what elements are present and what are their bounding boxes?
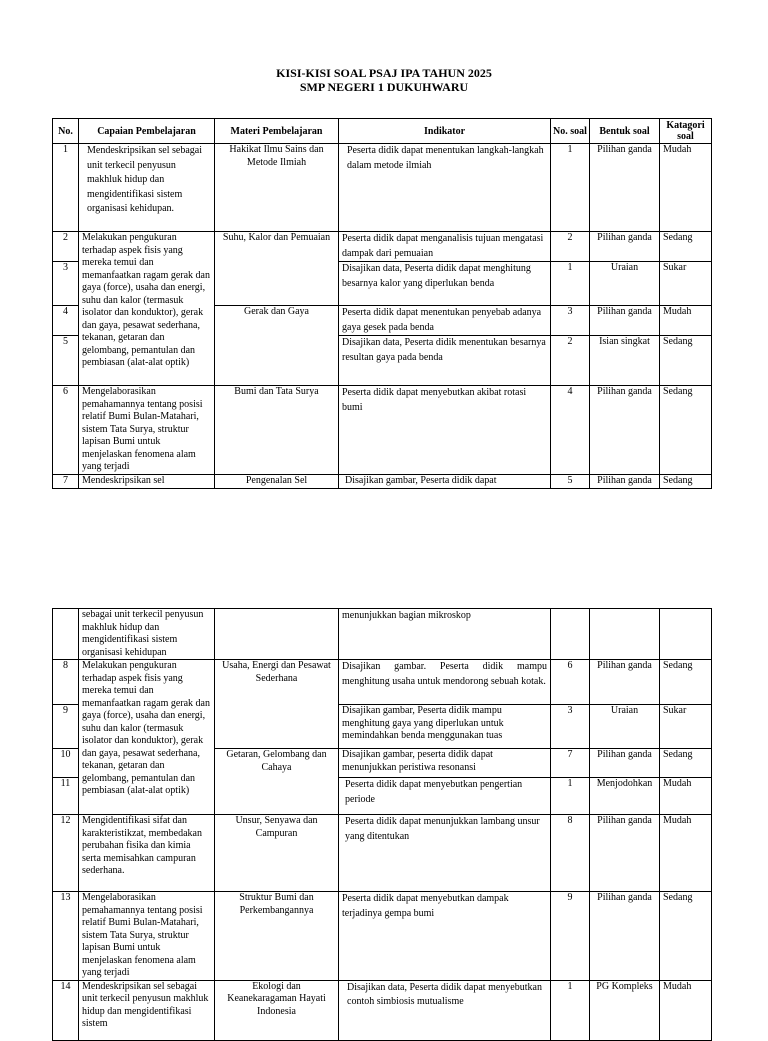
- table-header-row: [53, 119, 712, 144]
- materi-cell: Ekologi dan Keanekaragaman Hayati Indonesia: [215, 980, 339, 1040]
- kategori-cell: Sedang: [660, 386, 712, 475]
- table-row: [53, 980, 712, 1040]
- no-soal-cell: 5: [551, 475, 590, 489]
- school-name: SMP NEGERI 1 DUKUHWARU: [299, 80, 469, 94]
- indikator-cell: Peserta didik dapat menyebutkan akibat rotasi bumi: [339, 386, 551, 475]
- bentuk-cell: Uraian: [590, 262, 660, 306]
- indikator-cell: Peserta didik dapat menentukan langkah-langkah dalam metode ilmiah: [339, 144, 551, 232]
- materi-cell: Pengenalan Sel: [215, 475, 339, 489]
- materi-cell: Suhu, Kalor dan Pemuaian: [215, 232, 339, 306]
- capaian-cell: Mendeskripsikan sel: [79, 475, 215, 489]
- indikator-cell: Disajikan gambar. Peserta didik mampu menghitung usaha untuk mendorong sebuah kotak.: [339, 660, 551, 705]
- header-indikator: Indikator: [339, 119, 551, 144]
- materi-cell: Hakikat Ilmu Sains dan Metode Ilmiah: [215, 144, 339, 232]
- table-row: [53, 609, 712, 660]
- table-row: [53, 144, 712, 232]
- indikator-cell: Disajikan gambar, Peserta didik dapat: [339, 475, 551, 489]
- indikator-cell: menunjukkan bagian mikroskop: [339, 609, 551, 660]
- header-no-soal: No. soal: [551, 119, 590, 144]
- row-no: 9: [53, 705, 79, 749]
- row-no: 7: [53, 475, 79, 489]
- header-no: No.: [53, 119, 79, 144]
- kategori-cell: Sedang: [660, 336, 712, 386]
- materi-cell: Usaha, Energi dan Pesawat Sederhana: [215, 660, 339, 749]
- table-row: [53, 386, 712, 475]
- bentuk-cell: Pilihan ganda: [590, 660, 660, 705]
- kategori-cell: Mudah: [660, 815, 712, 892]
- no-soal-cell: 1: [551, 262, 590, 306]
- table-row: [53, 660, 712, 705]
- kategori-cell: Mudah: [660, 778, 712, 815]
- row-no: 6: [53, 386, 79, 475]
- capaian-cell: Mengelaborasikan pemahamannya tentang posisi relatif Bumi Bulan-Matahari, sistem Tata Surya, struktur lapisan Bumi untuk menjelaskan fenomena alam yang terjadi: [79, 386, 215, 475]
- row-no: 1: [53, 144, 79, 232]
- header-kategori: Katagori soal: [660, 119, 712, 144]
- kategori-cell: Mudah: [660, 144, 712, 232]
- row-no: 14: [53, 980, 79, 1040]
- no-soal-cell: 3: [551, 705, 590, 749]
- no-soal-cell: 8: [551, 815, 590, 892]
- kategori-cell: Sukar: [660, 705, 712, 749]
- table-row: [53, 475, 712, 489]
- no-soal-cell: 4: [551, 386, 590, 475]
- no-soal-cell: 7: [551, 749, 590, 778]
- bentuk-cell: Isian singkat: [590, 336, 660, 386]
- indikator-cell: Peserta didik dapat menganalisis tujuan mengatasi dampak dari pemuaian: [339, 232, 551, 262]
- no-soal-cell: 1: [551, 778, 590, 815]
- kategori-cell: Mudah: [660, 980, 712, 1040]
- indikator-cell: Disajikan gambar, Peserta didik mampu menghitung gaya yang diperlukan untuk memindahkan benda menggunakan tuas: [339, 705, 551, 749]
- no-soal-cell: 6: [551, 660, 590, 705]
- kategori-cell: Sukar: [660, 262, 712, 306]
- no-soal-cell: 3: [551, 306, 590, 336]
- header-capaian: Capaian Pembelajaran: [79, 119, 215, 144]
- bentuk-cell: Pilihan ganda: [590, 232, 660, 262]
- bentuk-cell: Pilihan ganda: [590, 749, 660, 778]
- capaian-cell: Mengidentifikasi sifat dan karakteristikzat, membedakan perubahan fisika dan kimia serta memisahkan campuran sederhana.: [79, 815, 215, 892]
- bentuk-cell: Pilihan ganda: [590, 815, 660, 892]
- materi-cell: Gerak dan Gaya: [215, 306, 339, 386]
- kisi-kisi-table-page1: [52, 118, 712, 489]
- row-no: 11: [53, 778, 79, 815]
- indikator-cell: Peserta didik dapat menyebutkan pengertian periode: [339, 778, 551, 815]
- row-no: 5: [53, 336, 79, 386]
- no-soal-cell: 1: [551, 980, 590, 1040]
- document-title: KISI-KISI SOAL PSAJ IPA TAHUN 2025: [276, 66, 492, 80]
- table-row: [53, 232, 712, 262]
- kisi-kisi-table-page2: [52, 608, 712, 1041]
- capaian-cell: Melakukan pengukuran terhadap aspek fisis yang mereka temui dan memanfaatkan ragam gerak dan gaya (force), usaha dan energi, suhu dan kalor (termasuk isolator dan konduktor), gerak dan gaya, pesawat sederhana, tekanan, getaran dan gelombang, pemantulan dan pembiasan (alat-alat optik): [79, 232, 215, 386]
- row-no: 8: [53, 660, 79, 705]
- indikator-cell: Peserta didik dapat menentukan penyebab adanya gaya gesek pada benda: [339, 306, 551, 336]
- kategori-cell: Sedang: [660, 475, 712, 489]
- no-soal-cell: 9: [551, 892, 590, 981]
- table-row: [53, 815, 712, 892]
- bentuk-cell: Pilihan ganda: [590, 306, 660, 336]
- capaian-cell: sebagai unit terkecil penyusun makhluk hidup dan mengidentifikasi sistem organisasi kehidupan: [79, 609, 215, 660]
- bentuk-cell: PG Kompleks: [590, 980, 660, 1040]
- indikator-cell: Disajikan data, Peserta didik dapat menyebutkan contoh simbiosis mutualisme: [339, 980, 551, 1040]
- kategori-cell: Sedang: [660, 660, 712, 705]
- no-soal-cell: 2: [551, 336, 590, 386]
- materi-cell: Struktur Bumi dan Perkembangannya: [215, 892, 339, 981]
- kategori-cell: Sedang: [660, 892, 712, 981]
- row-no: 4: [53, 306, 79, 336]
- capaian-cell: Mendeskripsikan sel sebagai unit terkecil penyusun makhluk hidup dan mengidentifikasi sistem: [79, 980, 215, 1040]
- row-no: 13: [53, 892, 79, 981]
- header-materi: Materi Pembelajaran: [215, 119, 339, 144]
- no-soal-cell: 2: [551, 232, 590, 262]
- header-bentuk-soal: Bentuk soal: [590, 119, 660, 144]
- indikator-cell: Disajikan data, Peserta didik menentukan besarnya resultan gaya pada benda: [339, 336, 551, 386]
- kategori-cell: Sedang: [660, 749, 712, 778]
- bentuk-cell: Menjodohkan: [590, 778, 660, 815]
- materi-cell: Bumi dan Tata Surya: [215, 386, 339, 475]
- capaian-cell: Melakukan pengukuran terhadap aspek fisis yang mereka temui dan memanfaatkan ragam gerak dan gaya (force), usaha dan energi, suhu dan kalor (termasuk isolator dan konduktor), gerak dan gaya, pesawat sederhana, tekanan, getaran dan gelombang, pemantulan dan pembiasan (alat-alat optik): [79, 660, 215, 815]
- materi-cell: Unsur, Senyawa dan Campuran: [215, 815, 339, 892]
- no-soal-cell: 1: [551, 144, 590, 232]
- indikator-cell: Disajikan data, Peserta didik dapat menghitung besarnya kalor yang diperlukan benda: [339, 262, 551, 306]
- row-no: 10: [53, 749, 79, 778]
- materi-cell: Getaran, Gelombang dan Cahaya: [215, 749, 339, 815]
- bentuk-cell: Pilihan ganda: [590, 475, 660, 489]
- table-row: [53, 892, 712, 981]
- capaian-cell: Mendeskripsikan sel sebagai unit terkecil penyusun makhluk hidup dan mengidentifikasi sistem organisasi kehidupan.: [79, 144, 215, 232]
- capaian-cell: Mengelaborasikan pemahamannya tentang posisi relatif Bumi Bulan-Matahari, sistem Tata Surya, struktur lapisan Bumi untuk menjelaskan fenomena alam yang terjadi: [79, 892, 215, 981]
- indikator-cell: Peserta didik dapat menunjukkan lambang unsur yang ditentukan: [339, 815, 551, 892]
- row-no: 2: [53, 232, 79, 262]
- kategori-cell: Sedang: [660, 232, 712, 262]
- bentuk-cell: Uraian: [590, 705, 660, 749]
- indikator-cell: Disajikan gambar, peserta didik dapat menunjukkan peristiwa resonansi: [339, 749, 551, 778]
- row-no: 12: [53, 815, 79, 892]
- bentuk-cell: Pilihan ganda: [590, 892, 660, 981]
- indikator-cell: Peserta didik dapat menyebutkan dampak terjadinya gempa bumi: [339, 892, 551, 981]
- bentuk-cell: Pilihan ganda: [590, 144, 660, 232]
- row-no: 3: [53, 262, 79, 306]
- kategori-cell: Mudah: [660, 306, 712, 336]
- bentuk-cell: Pilihan ganda: [590, 386, 660, 475]
